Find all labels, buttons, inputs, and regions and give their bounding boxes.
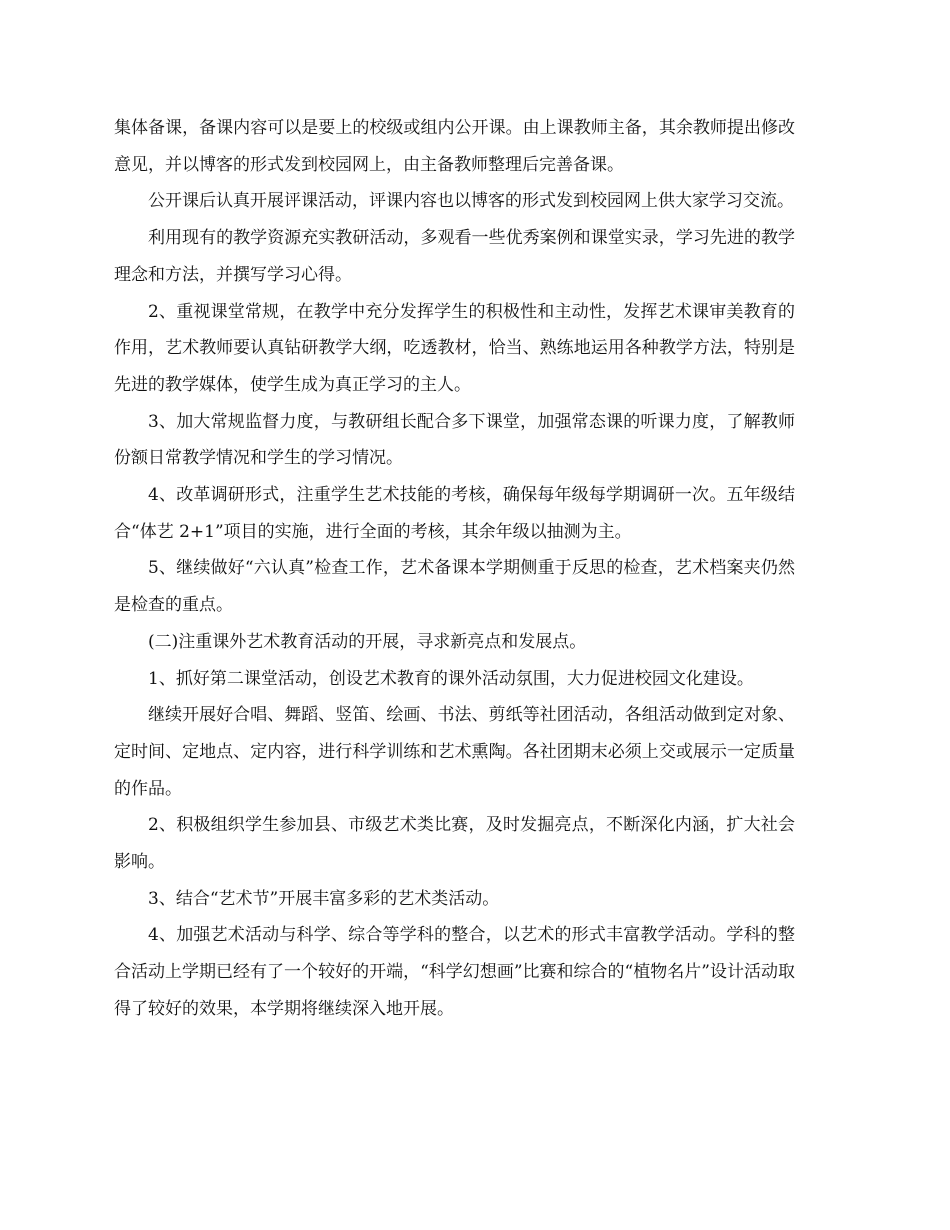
paragraph-1: 集体备课，备课内容可以是要上的校级或组内公开课。由上课教师主备，其余教师提出修改意见，并以博客的形式发到校园网上，由主备教师整理后完善备课。 — [114, 118, 795, 175]
paragraph-9: 1、抓好第二课堂活动，创设艺术教育的课外活动氛围，大力促进校园文化建设。 — [148, 668, 754, 689]
section-heading: (二)注重课外艺术教育活动的开展，寻求新亮点和发展点。 — [148, 631, 587, 652]
paragraph-7: 5、继续做好“六认真”检查工作，艺术备课本学期侧重于反思的检查，艺术档案夹仍然是检查的重点。 — [114, 558, 795, 616]
paragraph-10: 继续开展好合唱、舞蹈、竖笛、绘画、书法、剪纸等社团活动，各组活动做到定对象、定时间、定地点、定内容，进行科学训练和艺术熏陶。各社团期末必须上交或展示一定质量的作品。 — [114, 705, 795, 799]
paragraph-3: 利用现有的教学资源充实教研活动，多观看一些优秀案例和课堂实录，学习先进的教学理念和方法，并撰写学习心得。 — [114, 228, 795, 285]
paragraph-2: 公开课后认真开展评课活动，评课内容也以博客的形式发到校园网上供大家学习交流。 — [148, 191, 794, 212]
paragraph-5: 3、加大常规监督力度，与教研组长配合多下课堂，加强常态课的听课力度，了解教师份额日常教学情况和学生的学习情况。 — [114, 411, 795, 469]
paragraph-11: 2、积极组织学生参加县、市级艺术类比赛，及时发掘亮点，不断深化内涵，扩大社会影响。 — [114, 815, 795, 873]
paragraph-6: 4、改革调研形式，注重学生艺术技能的考核，确保每年级每学期调研一次。五年级结合“体艺 2+1”项目的实施，进行全面的考核，其余年级以抽测为主。 — [114, 485, 795, 542]
paragraph-12: 3、结合“艺术节”开展丰富多彩的艺术类活动。 — [148, 888, 500, 909]
document-page — [114, 110, 795, 1028]
paragraph-13: 4、加强艺术活动与科学、综合等学科的整合，以艺术的形式丰富教学活动。学科的整合活动上学期已经有了一个较好的开端，“科学幻想画”比赛和综合的“植物名片”设计活动取得了较好的效果，本学期将继续深入地开展。 — [114, 925, 795, 1019]
paragraph-4: 2、重视课堂常规，在教学中充分发挥学生的积极性和主动性，发挥艺术课审美教育的作用，艺术教师要认真钻研教学大纲，吃透教材，恰当、熟练地运用各种教学方法，特别是先进的教学媒体，使学生成为真正学习的主人。 — [114, 301, 795, 395]
